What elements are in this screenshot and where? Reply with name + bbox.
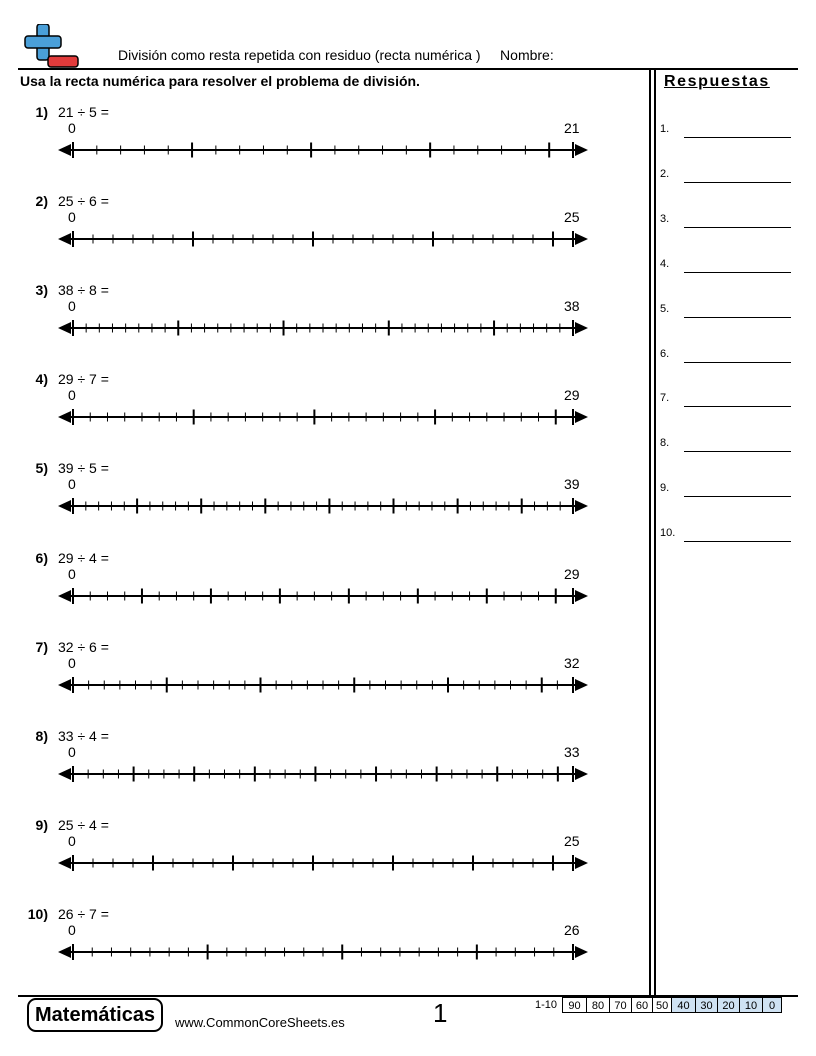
problem-expression: 26 ÷ 7 = bbox=[58, 905, 109, 922]
left-arrow-icon bbox=[58, 946, 71, 958]
number-line-start-label: 0 bbox=[68, 476, 76, 493]
left-arrow-icon bbox=[58, 857, 71, 869]
problem-number: 7) bbox=[35, 638, 48, 655]
number-line-start-label: 0 bbox=[68, 565, 76, 582]
number-line bbox=[0, 138, 600, 162]
score-cell: 20 bbox=[717, 997, 740, 1013]
page-number: 1 bbox=[433, 998, 448, 1028]
answer-label: 4. bbox=[660, 257, 670, 270]
score-cell: 10 bbox=[739, 997, 763, 1013]
problem-expression: 38 ÷ 8 = bbox=[58, 282, 109, 299]
right-arrow-icon bbox=[575, 946, 588, 958]
problem-number: 2) bbox=[35, 193, 48, 210]
number-line-start-label: 0 bbox=[68, 120, 76, 136]
brand-badge: Matemáticas bbox=[27, 998, 163, 1032]
problem-expression: 25 ÷ 6 = bbox=[58, 193, 109, 210]
problem-expression: 33 ÷ 4 = bbox=[58, 727, 109, 744]
answer-blank[interactable] bbox=[684, 317, 791, 318]
score-cell: 80 bbox=[586, 997, 610, 1013]
number-line bbox=[0, 584, 600, 608]
left-arrow-icon bbox=[58, 322, 71, 334]
number-line bbox=[0, 673, 600, 697]
number-line-end-label: 38 bbox=[564, 298, 580, 315]
answer-blank[interactable] bbox=[684, 496, 791, 497]
left-arrow-icon bbox=[58, 768, 71, 780]
problem-number: 9) bbox=[35, 816, 48, 833]
worksheet-title: División como resta repetida con residuo (recta numérica ) Nombre: bbox=[118, 47, 554, 63]
right-arrow-icon bbox=[575, 500, 588, 512]
answer-column-divider-inner bbox=[654, 69, 656, 996]
problem-expression: 25 ÷ 4 = bbox=[58, 816, 109, 833]
number-line-end-label: 25 bbox=[564, 832, 580, 849]
number-line bbox=[0, 494, 600, 518]
answer-label: 8. bbox=[660, 437, 670, 450]
number-line-end-label: 39 bbox=[564, 476, 580, 493]
number-line bbox=[0, 316, 600, 340]
problem-expression: 29 ÷ 4 = bbox=[58, 549, 109, 566]
answer-column-divider bbox=[649, 69, 651, 996]
header-divider bbox=[18, 68, 798, 70]
answer-blank[interactable] bbox=[684, 137, 791, 138]
answer-blank[interactable] bbox=[684, 227, 791, 228]
number-line bbox=[0, 940, 600, 964]
answer-label: 9. bbox=[660, 482, 670, 495]
number-line-end-label: 32 bbox=[564, 654, 580, 671]
answer-blank[interactable] bbox=[684, 406, 791, 407]
number-line-end-label: 25 bbox=[564, 209, 580, 226]
problem-number: 1) bbox=[35, 104, 48, 120]
answer-label: 7. bbox=[660, 392, 670, 405]
number-line bbox=[0, 762, 600, 786]
problem-number: 3) bbox=[35, 282, 48, 299]
number-line-start-label: 0 bbox=[68, 387, 76, 404]
score-cell: 40 bbox=[671, 997, 696, 1013]
problem-number: 8) bbox=[35, 727, 48, 744]
answer-blank[interactable] bbox=[684, 182, 791, 183]
right-arrow-icon bbox=[575, 679, 588, 691]
problem-number: 6) bbox=[35, 549, 48, 566]
left-arrow-icon bbox=[58, 679, 71, 691]
number-line-start-label: 0 bbox=[68, 743, 76, 760]
left-arrow-icon bbox=[58, 590, 71, 602]
score-range-label: 1-10 bbox=[535, 999, 558, 1011]
answer-label: 1. bbox=[660, 123, 670, 135]
left-arrow-icon bbox=[58, 500, 71, 512]
answers-heading: Respuestas bbox=[664, 73, 770, 90]
number-line-start-label: 0 bbox=[68, 921, 76, 938]
number-line-end-label: 21 bbox=[564, 120, 580, 136]
answer-label: 10. bbox=[660, 527, 676, 540]
problem-expression: 39 ÷ 5 = bbox=[58, 460, 109, 477]
instructions: Usa la recta numérica para resolver el problema de división. bbox=[20, 73, 420, 89]
left-arrow-icon bbox=[58, 233, 71, 245]
number-line-end-label: 33 bbox=[564, 743, 580, 760]
answer-label: 3. bbox=[660, 212, 670, 225]
answer-blank[interactable] bbox=[684, 362, 791, 363]
score-cell: 60 bbox=[631, 997, 653, 1013]
score-table bbox=[563, 997, 782, 1013]
problem-number: 10) bbox=[27, 905, 48, 922]
number-line-start-label: 0 bbox=[68, 209, 76, 226]
right-arrow-icon bbox=[575, 322, 588, 334]
answer-label: 2. bbox=[660, 167, 670, 180]
problem-expression: 29 ÷ 7 = bbox=[58, 371, 109, 388]
answer-blank[interactable] bbox=[684, 541, 791, 542]
right-arrow-icon bbox=[575, 144, 588, 156]
score-cell: 70 bbox=[609, 997, 632, 1013]
commoncoresheets-logo-icon bbox=[22, 24, 80, 68]
score-cell: 90 bbox=[562, 997, 587, 1013]
right-arrow-icon bbox=[575, 233, 588, 245]
right-arrow-icon bbox=[575, 857, 588, 869]
left-arrow-icon bbox=[58, 411, 71, 423]
right-arrow-icon bbox=[575, 590, 588, 602]
number-line bbox=[0, 227, 600, 251]
number-line bbox=[0, 405, 600, 429]
problem-expression: 21 ÷ 5 = bbox=[58, 104, 109, 120]
site-url: www.CommonCoreSheets.es bbox=[175, 1015, 345, 1030]
left-arrow-icon bbox=[58, 144, 71, 156]
number-line-start-label: 0 bbox=[68, 298, 76, 315]
number-line-end-label: 29 bbox=[564, 565, 580, 582]
score-cell: 30 bbox=[695, 997, 718, 1013]
answer-blank[interactable] bbox=[684, 272, 791, 273]
answer-blank[interactable] bbox=[684, 451, 791, 452]
number-line-start-label: 0 bbox=[68, 832, 76, 849]
score-cell: 50 bbox=[652, 997, 672, 1013]
number-line-end-label: 29 bbox=[564, 387, 580, 404]
right-arrow-icon bbox=[575, 768, 588, 780]
answer-label: 6. bbox=[660, 347, 670, 360]
score-cell: 0 bbox=[762, 997, 782, 1013]
number-line-end-label: 26 bbox=[564, 921, 580, 938]
number-line bbox=[0, 851, 600, 875]
number-line-start-label: 0 bbox=[68, 654, 76, 671]
right-arrow-icon bbox=[575, 411, 588, 423]
answer-label: 5. bbox=[660, 302, 670, 315]
problem-number: 5) bbox=[35, 460, 48, 477]
problem-number: 4) bbox=[35, 371, 48, 388]
problem-expression: 32 ÷ 6 = bbox=[58, 638, 109, 655]
